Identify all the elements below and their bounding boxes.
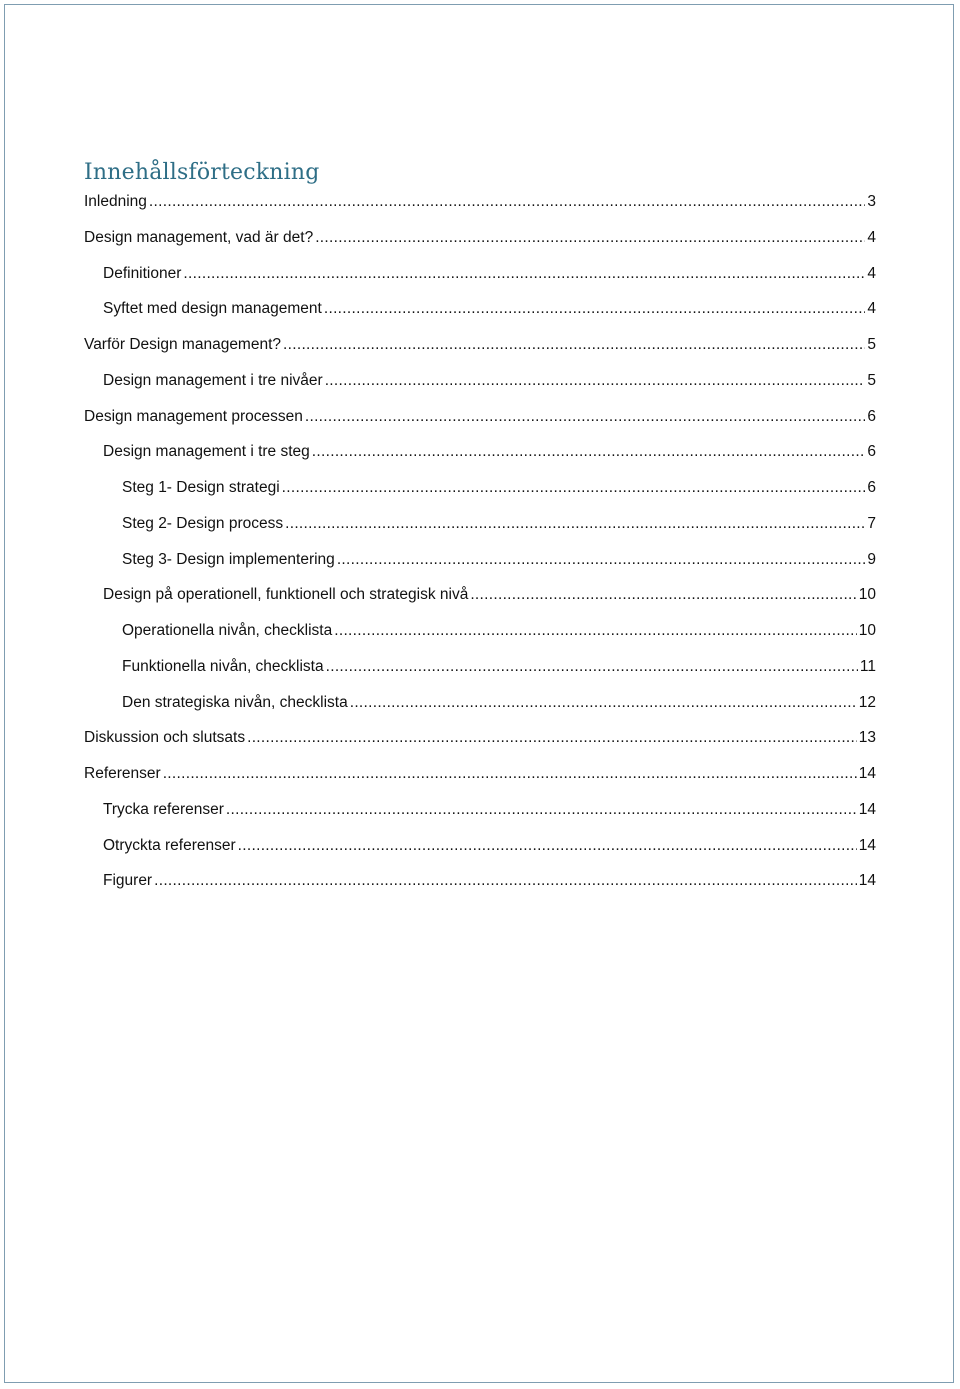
toc-entry-page-number[interactable]: 6 xyxy=(867,443,876,461)
toc-entry-title[interactable]: Otryckta referenser xyxy=(103,836,236,854)
toc-entry-page-number[interactable]: 4 xyxy=(867,228,876,246)
toc-entry[interactable] xyxy=(84,369,876,405)
toc-entry-title[interactable]: Syftet med design management xyxy=(103,300,322,318)
toc-entry[interactable] xyxy=(84,762,876,798)
toc-entry-title[interactable]: Design management processen xyxy=(84,407,303,425)
toc-entry-page-number[interactable]: 10 xyxy=(858,586,876,604)
toc-entry-page-number[interactable]: 14 xyxy=(858,836,876,854)
toc-entry-page-number[interactable]: 3 xyxy=(867,193,876,210)
dot-leader xyxy=(325,369,866,393)
dot-leader xyxy=(154,869,857,893)
toc-entry-page-number[interactable]: 14 xyxy=(858,765,876,782)
toc-entry[interactable] xyxy=(84,476,876,512)
toc-entry[interactable] xyxy=(84,262,876,298)
toc-entry-page-number[interactable]: 6 xyxy=(867,479,876,496)
toc-entry-title[interactable]: Design på operationell, funktionell och strategisk nivå xyxy=(103,586,469,604)
dot-leader xyxy=(324,297,866,321)
dot-leader xyxy=(183,262,865,286)
toc-heading: Innehållsförteckning xyxy=(84,160,320,185)
toc-entry[interactable] xyxy=(84,548,876,584)
dot-leader xyxy=(247,726,857,750)
toc-entry-page-number[interactable]: 11 xyxy=(859,657,876,675)
toc-entry-title[interactable]: Operationella nivån, checklista xyxy=(122,622,333,639)
dot-leader xyxy=(326,655,858,679)
toc-entry-page-number[interactable]: 9 xyxy=(867,550,876,568)
toc-entry[interactable] xyxy=(84,655,876,691)
toc-entry-title[interactable]: Referenser xyxy=(84,765,161,782)
toc-entry-page-number[interactable]: 12 xyxy=(858,693,876,711)
toc-entry-page-number[interactable]: 4 xyxy=(867,264,876,282)
toc-entry[interactable] xyxy=(84,297,876,333)
toc-entry-title[interactable]: Steg 3- Design implementering xyxy=(122,550,335,568)
dot-leader xyxy=(283,333,865,357)
toc-entry-page-number[interactable]: 14 xyxy=(858,872,876,890)
toc-entry[interactable] xyxy=(84,691,876,727)
toc-entry[interactable] xyxy=(84,333,876,369)
toc-entry-title[interactable]: Funktionella nivån, checklista xyxy=(122,657,324,675)
toc-entry[interactable] xyxy=(84,405,876,441)
toc-entry[interactable] xyxy=(84,869,876,905)
toc-entry[interactable] xyxy=(84,798,876,834)
toc-entry-page-number[interactable]: 7 xyxy=(867,514,876,532)
dot-leader xyxy=(226,798,857,822)
toc-entry[interactable] xyxy=(84,619,876,655)
toc-entry-title[interactable]: Inledning xyxy=(84,193,147,210)
dot-leader xyxy=(470,583,856,607)
toc-entry-page-number[interactable]: 4 xyxy=(867,300,876,318)
dot-leader xyxy=(350,691,857,715)
dot-leader xyxy=(282,476,866,500)
toc-entry-page-number[interactable]: 13 xyxy=(858,729,876,747)
toc-entry-title[interactable]: Design management i tre nivåer xyxy=(103,371,323,389)
toc-entry-page-number[interactable]: 14 xyxy=(858,800,876,818)
toc-entry-title[interactable]: Design management i tre steg xyxy=(103,443,310,461)
toc-entry-title[interactable]: Design management, vad är det? xyxy=(84,228,314,246)
dot-leader xyxy=(238,834,857,858)
toc-entry-title[interactable]: Steg 2- Design process xyxy=(122,514,284,532)
toc-entry[interactable] xyxy=(84,190,876,226)
dot-leader xyxy=(337,548,866,572)
dot-leader xyxy=(334,619,857,643)
toc-entry[interactable] xyxy=(84,226,876,262)
toc-entry-page-number[interactable]: 6 xyxy=(867,407,876,425)
toc-entry-title[interactable]: Figurer xyxy=(103,872,153,890)
dot-leader xyxy=(285,512,865,536)
toc-entry-title[interactable]: Diskussion och slutsats xyxy=(84,729,246,747)
table-of-contents xyxy=(84,156,876,905)
toc-entry-title[interactable]: Den strategiska nivån, checklista xyxy=(122,693,348,711)
toc-entry-title[interactable]: Steg 1- Design strategi xyxy=(122,479,280,496)
toc-entry-page-number[interactable]: 5 xyxy=(867,336,876,353)
toc-entry[interactable] xyxy=(84,834,876,870)
toc-entry-page-number[interactable]: 5 xyxy=(867,371,876,389)
dot-leader xyxy=(315,226,865,250)
toc-entry[interactable] xyxy=(84,440,876,476)
toc-entry-page-number[interactable]: 10 xyxy=(858,622,876,639)
dot-leader xyxy=(312,440,866,464)
toc-entry-title[interactable]: Definitioner xyxy=(103,264,182,282)
dot-leader xyxy=(305,405,866,429)
dot-leader xyxy=(163,762,857,786)
toc-entry-title[interactable]: Varför Design management? xyxy=(84,336,282,353)
toc-list xyxy=(84,190,876,905)
toc-entry[interactable] xyxy=(84,512,876,548)
dot-leader xyxy=(149,190,865,214)
toc-entry-title[interactable]: Trycka referenser xyxy=(103,800,224,818)
toc-entry[interactable] xyxy=(84,583,876,619)
toc-entry[interactable] xyxy=(84,726,876,762)
